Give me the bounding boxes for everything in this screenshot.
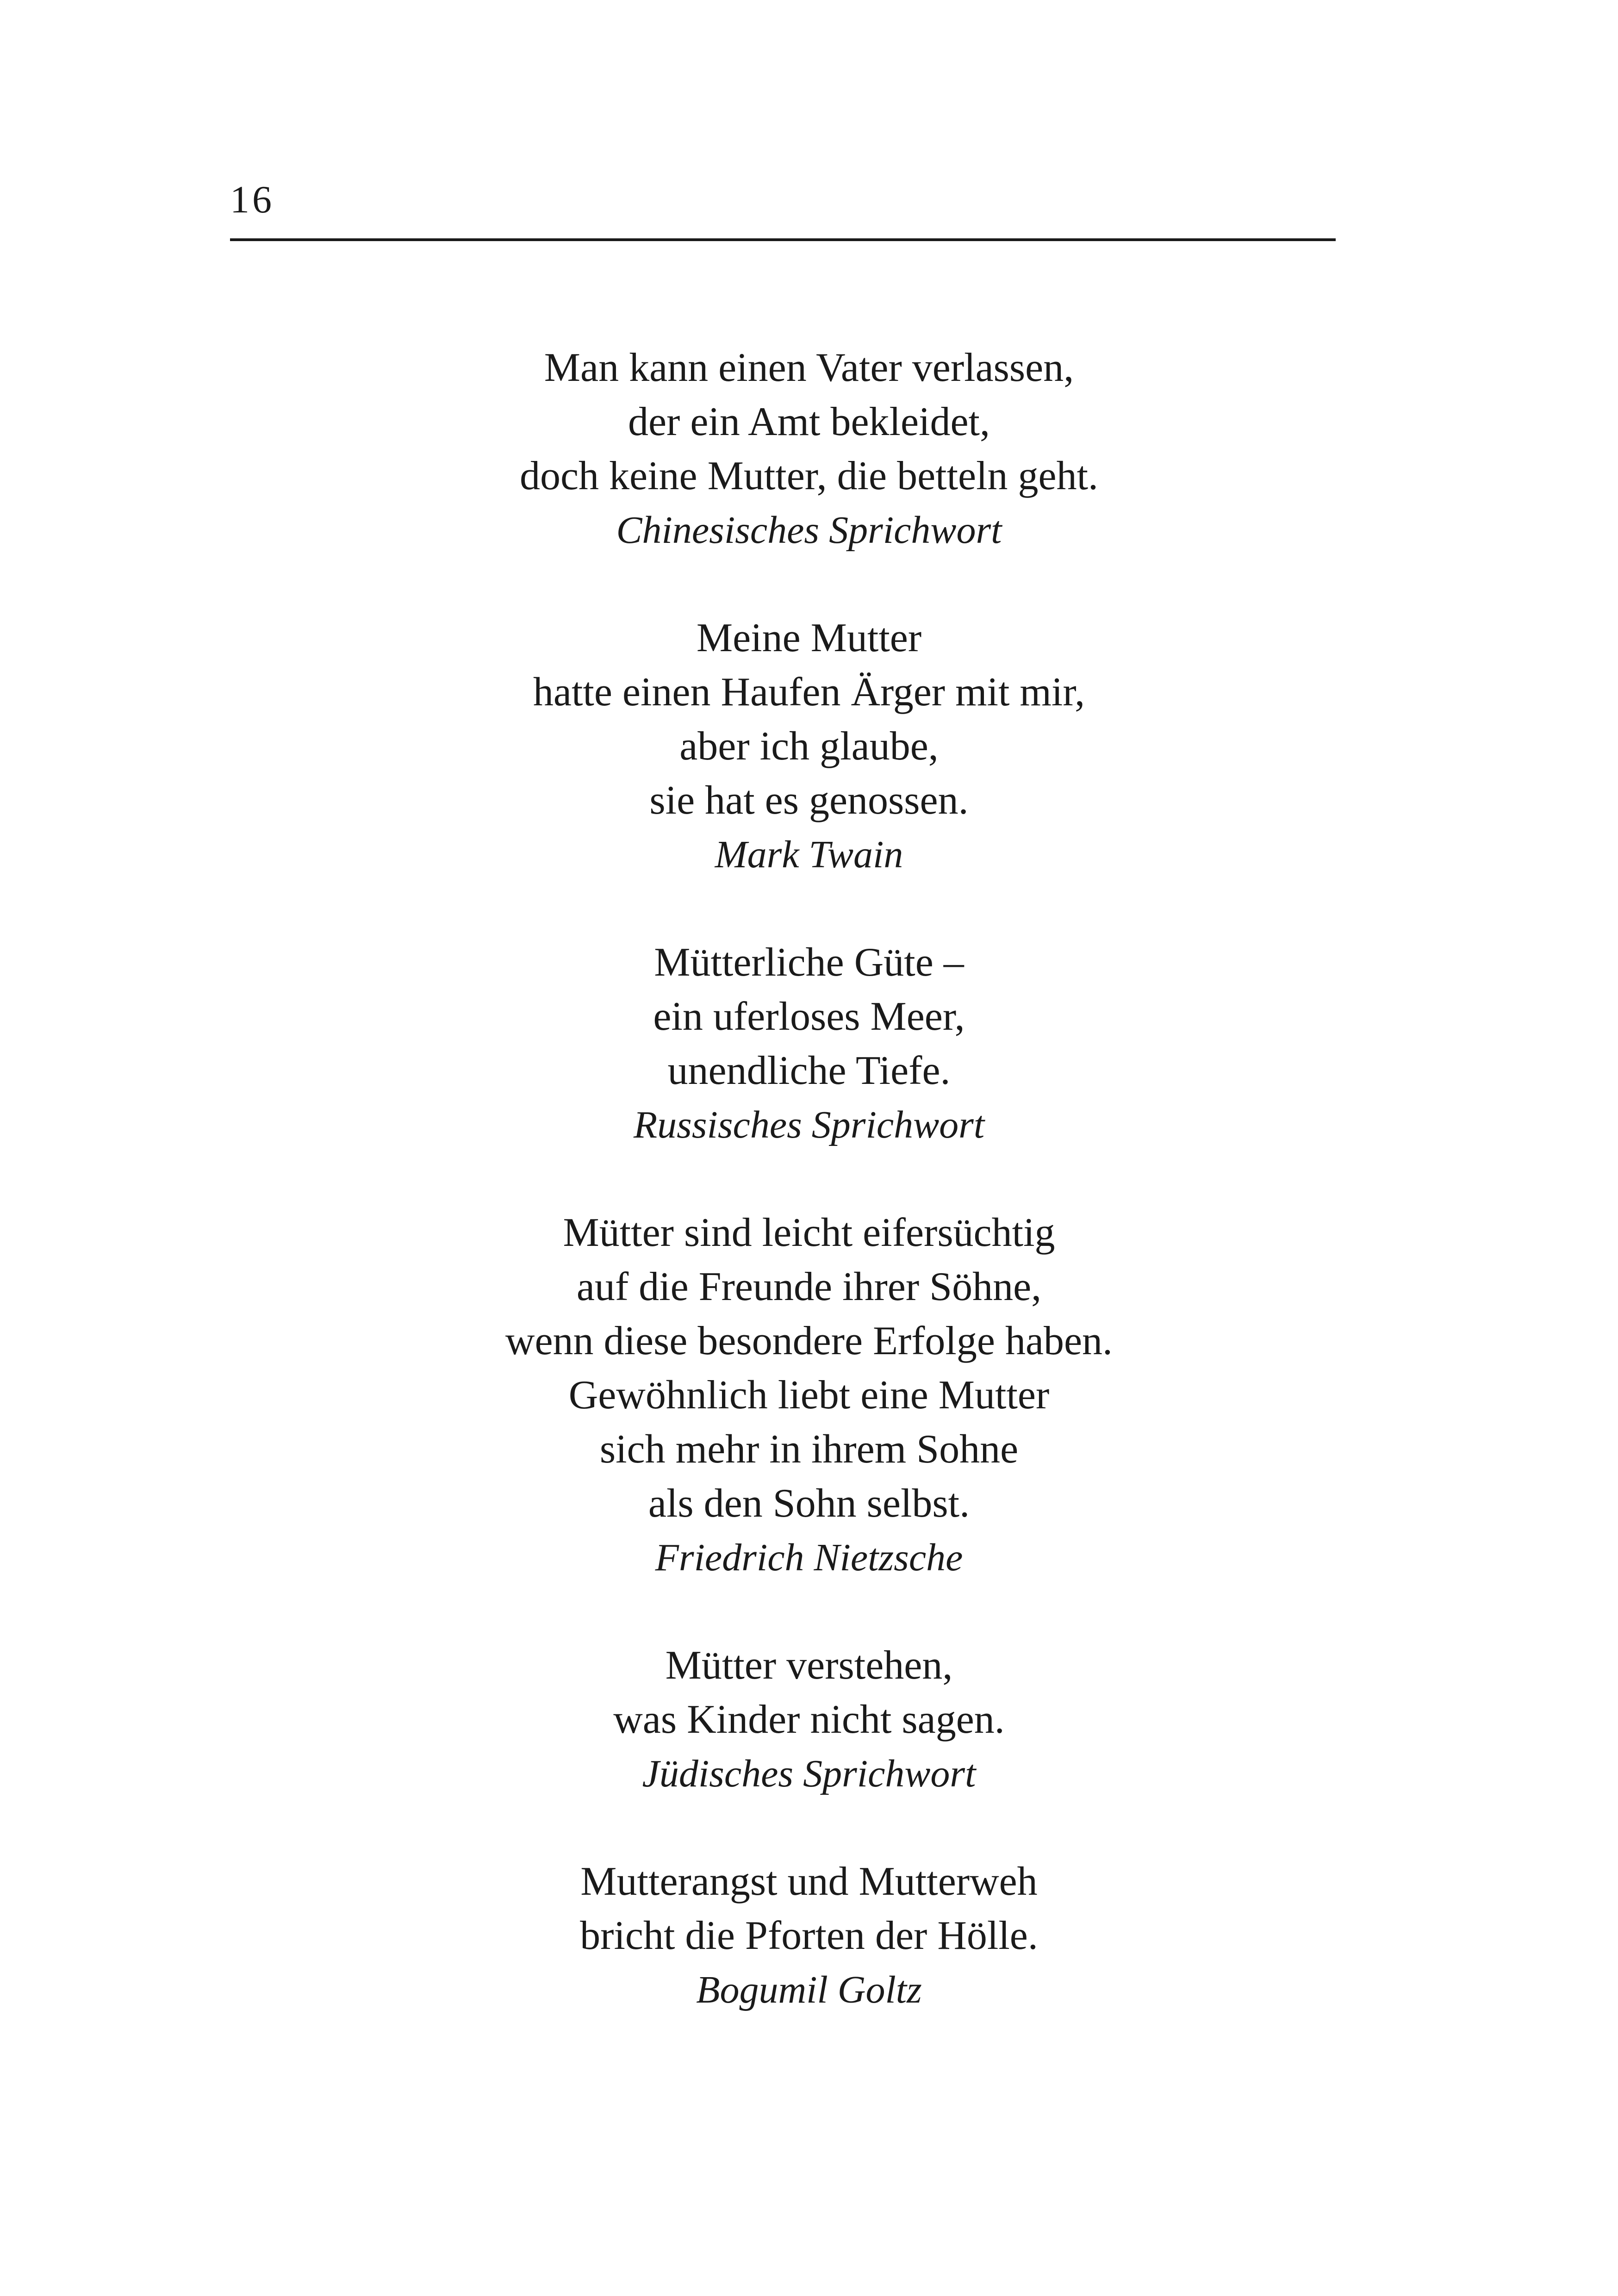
page-number: 16	[230, 178, 274, 221]
quote-block	[0, 1854, 1618, 2017]
quote-block	[0, 1638, 1618, 1801]
quote-line: der ein Amt bekleidet,	[628, 399, 990, 444]
quote-author: Mark Twain	[715, 833, 903, 876]
quote-line: Man kann einen Vater verlassen,	[544, 345, 1074, 390]
quote-line: aber ich glaube,	[679, 724, 939, 769]
quote-author: Chinesisches Sprichwort	[616, 509, 1002, 552]
quote-line: Gewöhnlich liebt eine Mutter	[568, 1373, 1050, 1418]
quote-line: bricht die Pforten der Hölle.	[580, 1913, 1038, 1958]
page-header	[230, 180, 1336, 241]
quote-line: unendliche Tiefe.	[667, 1048, 951, 1093]
quote-author: Friedrich Nietzsche	[655, 1536, 963, 1579]
quote-block	[0, 611, 1618, 882]
quote-line: wenn diese besondere Erfolge haben.	[505, 1319, 1113, 1363]
quote-line: sie hat es genossen.	[649, 778, 969, 823]
quote-author: Bogumil Goltz	[696, 1968, 922, 2011]
quote-author: Jüdisches Sprichwort	[642, 1752, 976, 1795]
quote-line: doch keine Mutter, die betteln geht.	[519, 454, 1099, 498]
quote-block	[0, 935, 1618, 1152]
quote-line: als den Sohn selbst.	[648, 1481, 970, 1526]
quote-block	[0, 341, 1618, 557]
quote-line: hatte einen Haufen Ärger mit mir,	[533, 670, 1085, 715]
quote-author: Russisches Sprichwort	[633, 1103, 985, 1146]
quote-line: Mutterangst und Mutterweh	[580, 1859, 1038, 1904]
quote-line: ein uferloses Meer,	[653, 994, 965, 1039]
quote-line: Mütter sind leicht eifersüchtig	[563, 1210, 1055, 1255]
quote-line: Mütter verstehen,	[665, 1643, 953, 1688]
quote-line: auf die Freunde ihrer Söhne,	[576, 1264, 1042, 1309]
quote-line: Meine Mutter	[696, 616, 922, 660]
quote-collection	[0, 341, 1618, 2071]
quote-block	[0, 1206, 1618, 1585]
quote-line: Mütterliche Güte –	[654, 940, 964, 985]
quote-line: sich mehr in ihrem Sohne	[599, 1427, 1019, 1472]
quote-line: was Kinder nicht sagen.	[613, 1697, 1005, 1742]
